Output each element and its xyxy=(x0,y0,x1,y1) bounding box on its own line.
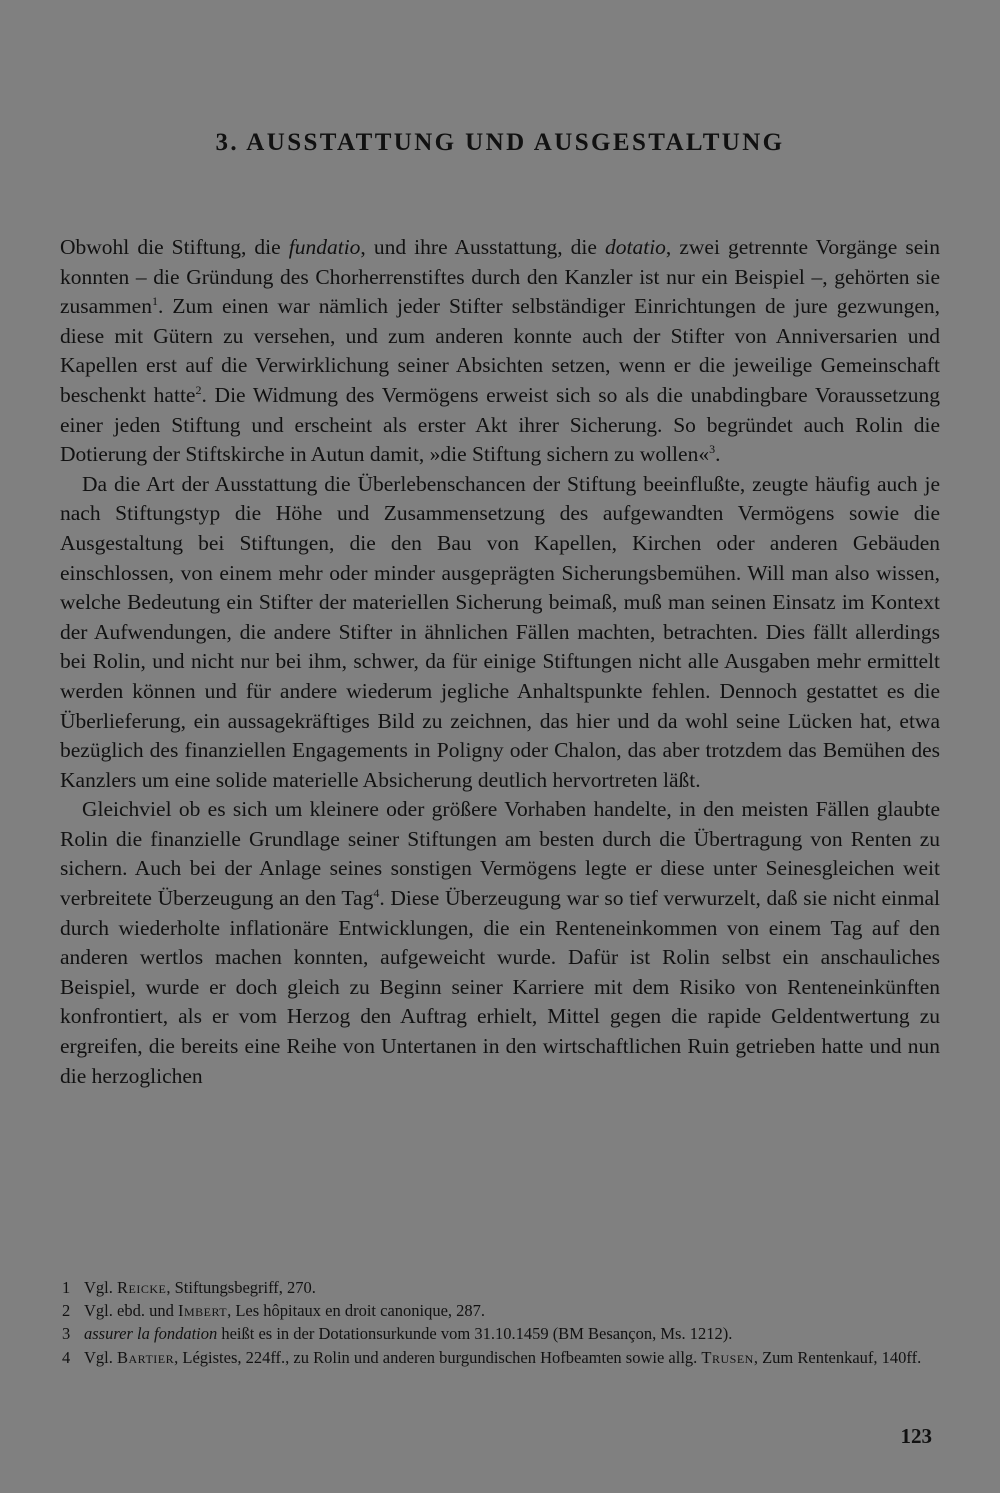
text-run: . Diese Überzeugung war so tief verwurzelt, daß sie nicht einmal durch wiederholte inflationäre Entwicklungen, die ein Renteneinkommen von einem Tag auf den anderen wertlos machen konnten, aufgeweicht wurde. Dafür ist Rolin selbst ein anschauliches Beispiel, wurde er doch gleich zu Beginn seiner Karriere mit dem Risiko von Renteneinkünften konfrontiert, als er vom Herzog den Auftrag erhielt, Mittel gegen die rapide Geldentwertung zu ergreifen, die bereits eine Reihe von Untertanen in den wirtschaftlichen Ruin getrieben hatte und nun die herzoglichen xyxy=(60,886,940,1088)
footnote-number: 2 xyxy=(62,1301,71,1321)
footnote xyxy=(60,1276,940,1299)
footnote-number: 3 xyxy=(62,1324,71,1344)
page-number: 123 xyxy=(900,1424,932,1448)
text-run: Vgl. xyxy=(84,1347,117,1367)
text-run: Gleichviel ob es sich um kleinere oder größere Vorhaben handelte, in den meisten Fällen glaubte Rolin die finanzielle Grundlage seiner Stiftungen am besten durch die Übertragung von Renten zu sichern. Auch bei der Anlage seines sonstigen Vermögens legte er diese unter Seinesgleichen weit verbreitete Überzeugung an den Tag xyxy=(60,797,940,911)
author-name: Reicke xyxy=(117,1278,167,1297)
text-run: , Les hôpitaux en droit canonique, 287. xyxy=(227,1301,486,1321)
footnote xyxy=(60,1322,940,1345)
paragraph xyxy=(60,795,940,1091)
footnote-number: 4 xyxy=(62,1347,71,1367)
text-run: , zwei getrennte Vorgänge sein konnten – die Gründung des Chorherrenstiftes durch den Kanzler ist nur ein Beispiel –, gehörten sie zusammen xyxy=(60,235,940,319)
text-run: Vgl. xyxy=(84,1278,117,1297)
italic-text: fundatio xyxy=(288,235,361,259)
text-run: , Zum Rentenkauf, 140ff. xyxy=(753,1347,922,1367)
footnote xyxy=(60,1299,940,1322)
footnote-text xyxy=(84,1346,940,1369)
footnotes xyxy=(60,1276,940,1369)
text-run: , Stiftungsbegriff, 270. xyxy=(166,1278,316,1297)
text-run: Obwohl die Stiftung, die xyxy=(60,235,289,259)
paragraph xyxy=(60,233,940,470)
footnote-reference: 2 xyxy=(195,382,202,397)
text-run: , Légistes, 224ff., zu Rolin und anderen burgundischen Hofbeamten sowie allg. xyxy=(174,1347,702,1367)
author-name: Imbert xyxy=(177,1301,228,1321)
footnote-text xyxy=(84,1322,940,1345)
footnote xyxy=(60,1346,940,1369)
text-run: . xyxy=(715,442,721,467)
footnote-reference: 1 xyxy=(151,294,158,309)
italic-text: assurer la fondation xyxy=(84,1324,218,1344)
footnote-reference: 3 xyxy=(709,442,716,456)
text-run: , und ihre Ausstattung, die xyxy=(360,235,605,259)
author-name: Bartier xyxy=(117,1347,175,1367)
chapter-title: 3. AUSSTATTUNG UND AUSGESTALTUNG xyxy=(215,128,785,156)
footnote-number: 1 xyxy=(62,1278,71,1297)
footnote-text xyxy=(84,1299,940,1322)
text-run: Vgl. ebd. und xyxy=(84,1301,178,1321)
text-run: Da die Art der Ausstattung die Überlebenschancen der Stiftung beeinflußte, zeugte häufig auch je nach Stiftungstyp die Höhe und Zusammensetzung des aufgewandten Vermögens sowie die Ausgestaltung bei Stiftungen, die den Bau von Kapellen, Kirchen oder anderen Gebäuden einschlossen, von einem mehr oder minder ausgeprägten Sicherungsbemühen. Will man also wissen, welche Bedeutung ein Stifter der materiellen Sicherung beimaß, muß man seinen Einsatz im Kontext der Aufwendungen, die andere Stifter in ähnlichen Fällen machten, betrachten. Dies fällt allerdings bei Rolin, und nicht nur bei ihm, schwer, da für einige Stiftungen nicht alle Ausgaben mehr ermittelt werden können und für andere wiederum jegliche Anhaltspunkte fehlen. Dennoch gestattet es die Überlieferung, ein aussagekräftiges Bild zu zeichnen, das hier und da wohl seine Lücken hat, etwa bezüglich des finanziellen Engagements in Poligny oder Chalon, das aber trotzdem das Bemühen des Kanzlers um eine solide materielle Absicherung deutlich hervortreten läßt. xyxy=(60,471,940,792)
paragraph xyxy=(60,470,940,796)
author-name: Trusen xyxy=(701,1347,754,1367)
body-text xyxy=(60,233,940,1091)
footnote-reference: 4 xyxy=(373,885,380,900)
footnote-text xyxy=(84,1276,940,1299)
italic-text: dotatio xyxy=(605,235,666,259)
text-run: . Die Widmung des Vermögens erweist sich so als die unabdingbare Voraussetzung einer jeden Stiftung und erscheint als erster Akt ihrer Sicherung. So begründet auch Rolin die Dotierung der Stiftskirche in Autun damit, »die Stiftung sichern zu wollen« xyxy=(60,382,940,467)
text-run: . Zum einen war nämlich jeder Stifter selbständiger Einrichtungen de jure gezwungen, diese mit Gütern zu versehen, und zum anderen konnte auch der Stifter von Anniversarien und Kapellen erst auf die Verwirklichung seiner Absichten setzen, wenn er die jeweilige Gemeinschaft beschenkt hatte xyxy=(60,294,940,407)
text-run: heißt es in der Dotationsurkunde vom 31.10.1459 (BM Besançon, Ms. 1212). xyxy=(217,1324,733,1344)
